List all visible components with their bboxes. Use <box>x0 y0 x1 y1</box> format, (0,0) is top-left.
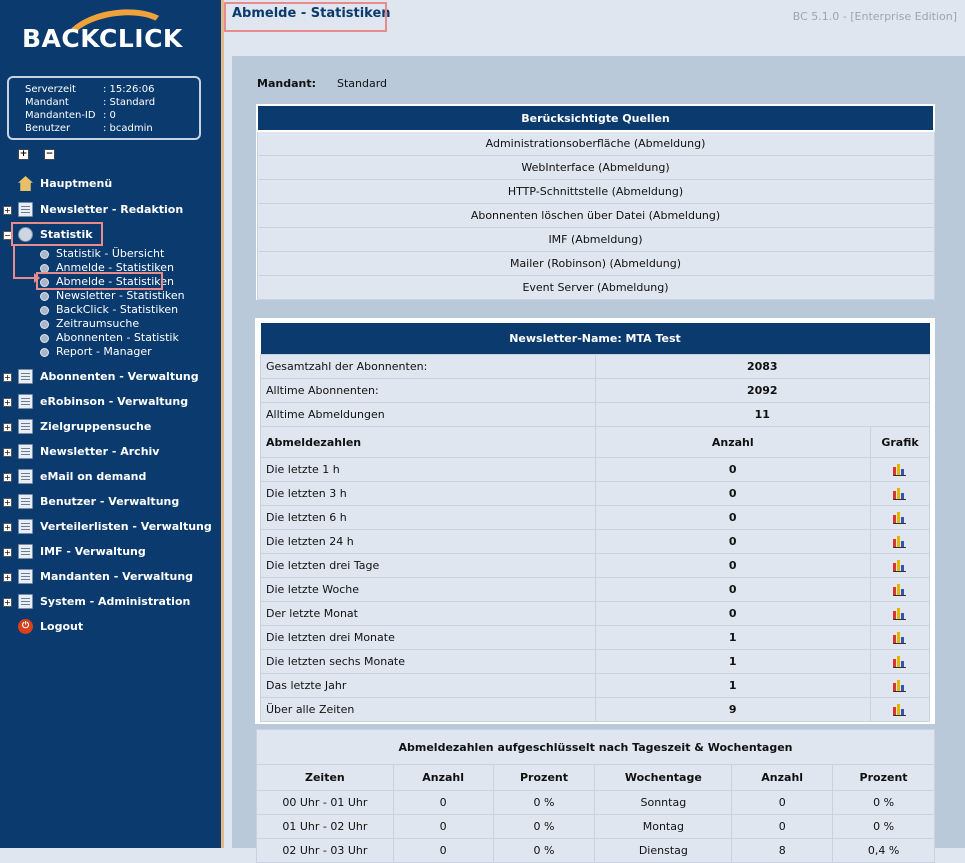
info-row <box>25 109 116 122</box>
folder-icon <box>18 594 33 609</box>
info-key: Benutzer <box>25 123 71 134</box>
menu-abonnenten-verwaltung[interactable] <box>0 367 220 387</box>
chart-cell <box>871 602 930 626</box>
time-count: 0 <box>393 791 493 815</box>
bar-chart-icon[interactable] <box>893 488 907 500</box>
source-item: Event Server (Abmeldung) <box>257 276 934 300</box>
chart-cell <box>871 674 930 698</box>
backclick-logo <box>22 10 182 66</box>
chart-cell <box>871 578 930 602</box>
bar-chart-icon[interactable] <box>893 656 907 668</box>
time-slot: 02 Uhr - 03 Uhr <box>257 839 394 863</box>
submenu-label: BackClick - Statistiken <box>56 303 179 316</box>
session-info-box <box>7 76 201 140</box>
table-row <box>261 578 930 602</box>
highlight-box-abmelde <box>36 272 163 290</box>
time-slot: 00 Uhr - 01 Uhr <box>257 791 394 815</box>
table-row <box>261 530 930 554</box>
folder-icon <box>18 444 33 459</box>
expand-icon[interactable]: + <box>4 448 11 457</box>
top-bar <box>224 0 965 43</box>
bar-chart-icon[interactable] <box>893 680 907 692</box>
sidebar <box>0 0 221 848</box>
submenu-label: Abonnenten - Statistik <box>56 331 179 344</box>
chart-cell <box>871 626 930 650</box>
menu-benutzer-verwaltung[interactable] <box>0 492 220 512</box>
info-value: : Standard <box>103 97 156 108</box>
period-count: 0 <box>595 506 871 530</box>
period-count: 1 <box>595 650 871 674</box>
chart-cell <box>871 650 930 674</box>
table-row <box>261 458 930 482</box>
source-item: Administrationsoberfläche (Abmeldung) <box>257 131 934 156</box>
bullet-icon <box>40 348 49 357</box>
time-percent: 0 % <box>493 839 595 863</box>
period-count: 0 <box>595 458 871 482</box>
total-value: 11 <box>595 403 930 427</box>
period-label: Die letzten 3 h <box>261 482 596 506</box>
total-row <box>261 355 930 379</box>
breakdown-title: Abmeldezahlen aufgeschlüsselt nach Tageszeit & Wochentagen <box>257 730 935 765</box>
col-prozent: Prozent <box>493 765 595 791</box>
expand-icon[interactable]: + <box>4 498 11 507</box>
menu-label: eRobinson - Verwaltung <box>40 395 189 408</box>
period-label: Die letzten 24 h <box>261 530 596 554</box>
table-row <box>261 626 930 650</box>
chart-cell <box>871 482 930 506</box>
chart-cell <box>871 554 930 578</box>
sources-header: Berücksichtigte Quellen <box>257 105 934 131</box>
newsletter-stats-panel <box>255 318 935 724</box>
menu-logout[interactable] <box>0 617 220 637</box>
menu-zielgruppensuche[interactable] <box>0 417 220 437</box>
bullet-icon <box>40 292 49 301</box>
chart-cell <box>871 458 930 482</box>
menu-label: Zielgruppensuche <box>40 420 152 433</box>
col-anzahl: Anzahl <box>595 427 871 458</box>
col-anzahl: Anzahl <box>732 765 833 791</box>
submenu-label: Report - Manager <box>56 345 152 358</box>
info-value: : 0 <box>103 110 116 121</box>
submenu-statistik-uebersicht[interactable] <box>40 247 220 261</box>
bullet-icon <box>40 306 49 315</box>
source-item: WebInterface (Abmeldung) <box>257 156 934 180</box>
highlight-arrow <box>8 244 40 286</box>
folder-icon <box>18 469 33 484</box>
period-label: Die letzten drei Monate <box>261 626 596 650</box>
folder-icon <box>18 494 33 509</box>
menu-label: Abonnenten - Verwaltung <box>40 370 199 383</box>
weekday: Sonntag <box>595 791 732 815</box>
version-label: BC 5.1.0 - [Enterprise Edition] <box>792 10 957 23</box>
col-wochentage: Wochentage <box>595 765 732 791</box>
period-count: 1 <box>595 626 871 650</box>
highlight-box-statistik <box>11 222 103 246</box>
menu-label: Newsletter - Redaktion <box>40 203 184 216</box>
menu-erobinson-verwaltung[interactable] <box>0 392 220 412</box>
period-label: Die letzten sechs Monate <box>261 650 596 674</box>
newsletter-stats-table <box>260 323 930 722</box>
menu-label: eMail on demand <box>40 470 147 483</box>
bar-chart-icon[interactable] <box>893 584 907 596</box>
menu-label: Logout <box>40 620 84 633</box>
info-key: Mandanten-ID <box>25 110 96 121</box>
expand-icon[interactable]: + <box>4 206 11 215</box>
period-label: Die letzte Woche <box>261 578 596 602</box>
period-label: Die letzten 6 h <box>261 506 596 530</box>
period-label: Das letzte Jahr <box>261 674 596 698</box>
period-label: Die letzte 1 h <box>261 458 596 482</box>
home-icon <box>18 176 33 191</box>
total-label: Alltime Abmeldungen <box>261 403 596 427</box>
menu-label: Newsletter - Archiv <box>40 445 160 458</box>
period-label: Über alle Zeiten <box>261 698 596 722</box>
folder-icon <box>18 419 33 434</box>
submenu-backclick-statistiken[interactable] <box>40 303 220 317</box>
bar-chart-icon[interactable] <box>893 632 907 644</box>
period-count: 0 <box>595 530 871 554</box>
table-row <box>261 602 930 626</box>
time-percent: 0 % <box>493 815 595 839</box>
col-prozent: Prozent <box>833 765 935 791</box>
table-row <box>257 815 935 839</box>
info-row <box>25 96 155 109</box>
table-row <box>261 650 930 674</box>
bullet-icon <box>40 320 49 329</box>
source-item: Abonnenten löschen über Datei (Abmeldung) <box>257 204 934 228</box>
weekday-percent: 0 % <box>833 815 935 839</box>
menu-newsletter-archiv[interactable] <box>0 442 220 462</box>
info-value: : bcadmin <box>103 123 153 134</box>
weekday-percent: 0 % <box>833 791 935 815</box>
chart-cell <box>871 506 930 530</box>
logo-text: BACKCLICK <box>22 24 183 53</box>
total-value: 2083 <box>595 355 930 379</box>
menu-imf-verwaltung[interactable] <box>0 542 220 562</box>
menu-hauptmenu[interactable] <box>0 174 220 194</box>
bullet-icon <box>40 250 49 259</box>
menu-verteilerlisten-verwaltung[interactable] <box>0 517 220 537</box>
table-row <box>257 791 935 815</box>
expand-icon[interactable]: + <box>4 548 11 557</box>
folder-icon <box>18 394 33 409</box>
weekday: Montag <box>595 815 732 839</box>
period-count: 0 <box>595 602 871 626</box>
info-row <box>25 122 153 135</box>
time-count: 0 <box>393 815 493 839</box>
period-count: 0 <box>595 554 871 578</box>
expand-icon[interactable]: + <box>4 398 11 407</box>
expand-icon[interactable]: + <box>4 423 11 432</box>
page-title: Abmelde - Statistiken <box>232 6 391 21</box>
weekday-count: 0 <box>732 791 833 815</box>
mandant-label: Mandant: <box>257 77 316 90</box>
period-count: 0 <box>595 578 871 602</box>
table-row <box>261 554 930 578</box>
total-value: 2092 <box>595 379 930 403</box>
total-row <box>261 379 930 403</box>
submenu-newsletter-statistiken[interactable] <box>40 289 220 303</box>
period-count: 0 <box>595 482 871 506</box>
table-row <box>261 698 930 722</box>
table-row <box>257 839 935 863</box>
menu-label: Verteilerlisten - Verwaltung <box>40 520 212 533</box>
period-count: 9 <box>595 698 871 722</box>
table-row <box>261 674 930 698</box>
table-row <box>261 482 930 506</box>
submenu-report-manager[interactable] <box>40 345 220 359</box>
breakdown-table <box>256 729 935 863</box>
time-slot: 01 Uhr - 02 Uhr <box>257 815 394 839</box>
collapse-all-button[interactable]: − <box>45 149 54 159</box>
info-row <box>25 83 154 96</box>
time-percent: 0 % <box>493 791 595 815</box>
submenu-abonnenten-statistik[interactable] <box>40 331 220 345</box>
time-count: 0 <box>393 839 493 863</box>
submenu-label: Statistik - Übersicht <box>56 247 165 260</box>
newsletter-name-header: Newsletter-Name: MTA Test <box>261 323 930 355</box>
chart-cell <box>871 530 930 554</box>
expand-icon[interactable]: + <box>4 598 11 607</box>
col-anzahl: Anzahl <box>393 765 493 791</box>
source-item: IMF (Abmeldung) <box>257 228 934 252</box>
menu-label: IMF - Verwaltung <box>40 545 146 558</box>
bar-chart-icon[interactable] <box>893 704 907 716</box>
bar-chart-icon[interactable] <box>893 608 907 620</box>
total-row <box>261 403 930 427</box>
period-label: Die letzten drei Tage <box>261 554 596 578</box>
menu-newsletter-redaktion[interactable] <box>0 200 220 220</box>
mandant-value: Standard <box>337 77 388 90</box>
menu-label: Benutzer - Verwaltung <box>40 495 180 508</box>
highlight-box-title <box>224 2 387 32</box>
menu-email-on-demand[interactable] <box>0 467 220 487</box>
menu-label: Hauptmenü <box>40 177 113 190</box>
menu-label: System - Administration <box>40 595 191 608</box>
submenu-label: Zeitraumsuche <box>56 317 140 330</box>
submenu-label: Newsletter - Statistiken <box>56 289 185 302</box>
submenu-label: Abmelde - Statistiken <box>56 275 174 288</box>
bar-chart-icon[interactable] <box>893 464 907 476</box>
expand-icon[interactable]: + <box>4 523 11 532</box>
sources-table <box>256 104 935 300</box>
folder-icon <box>18 369 33 384</box>
folder-icon <box>18 519 33 534</box>
weekday-percent: 0,4 % <box>833 839 935 863</box>
submenu-zeitraumsuche[interactable] <box>40 317 220 331</box>
folder-icon <box>18 202 33 217</box>
weekday: Dienstag <box>595 839 732 863</box>
weekday-count: 0 <box>732 815 833 839</box>
folder-icon <box>18 544 33 559</box>
menu-mandanten-verwaltung[interactable] <box>0 567 220 587</box>
source-item: Mailer (Robinson) (Abmeldung) <box>257 252 934 276</box>
bar-chart-icon[interactable] <box>893 560 907 572</box>
logout-icon: ⏻ <box>18 619 33 634</box>
submenu-label: Anmelde - Statistiken <box>56 261 174 274</box>
total-label: Gesamtzahl der Abonnenten: <box>261 355 596 379</box>
source-item: HTTP-Schnittstelle (Abmeldung) <box>257 180 934 204</box>
info-value: : 15:26:06 <box>103 84 155 95</box>
expand-icon[interactable]: + <box>4 473 11 482</box>
menu-label: Statistik <box>40 228 93 241</box>
period-count: 1 <box>595 674 871 698</box>
expand-all-button[interactable]: + <box>19 149 28 159</box>
total-label: Alltime Abonnenten: <box>261 379 596 403</box>
collapse-icon[interactable]: − <box>4 231 11 240</box>
expand-icon[interactable]: + <box>4 573 11 582</box>
info-key: Mandant <box>25 97 69 108</box>
info-key: Serverzeit <box>25 84 76 95</box>
period-label: Der letzte Monat <box>261 602 596 626</box>
bar-chart-icon[interactable] <box>893 512 907 524</box>
expand-icon[interactable]: + <box>4 373 11 382</box>
menu-system-administration[interactable] <box>0 592 220 612</box>
folder-icon <box>18 569 33 584</box>
col-zeiten: Zeiten <box>257 765 394 791</box>
col-abmeldezahlen: Abmeldezahlen <box>261 427 596 458</box>
menu-label: Mandanten - Verwaltung <box>40 570 194 583</box>
chart-cell <box>871 698 930 722</box>
table-row <box>261 506 930 530</box>
col-grafik: Grafik <box>871 427 930 458</box>
bullet-icon <box>40 334 49 343</box>
sidebar-divider <box>221 0 224 848</box>
bar-chart-icon[interactable] <box>893 536 907 548</box>
weekday-count: 8 <box>732 839 833 863</box>
